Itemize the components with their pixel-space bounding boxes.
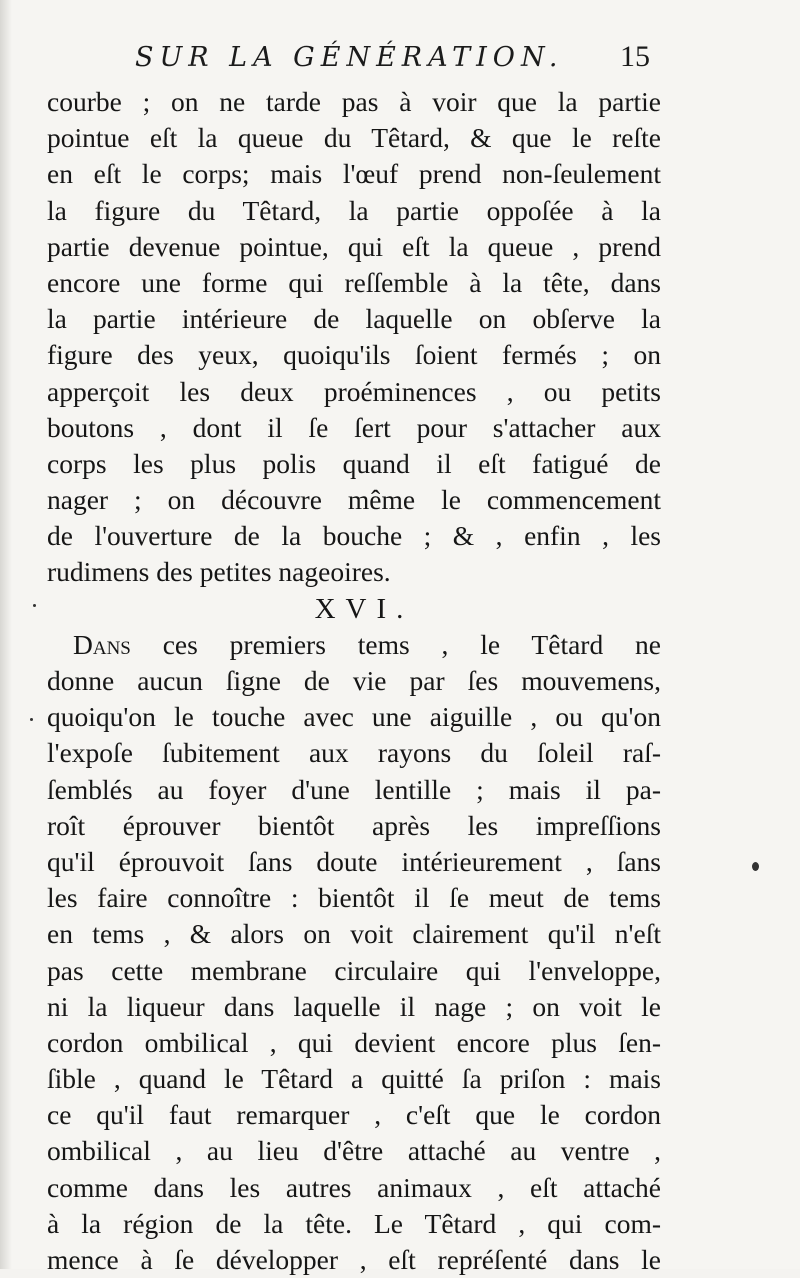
text-line: roît éprouver bientôt après les impreſſions <box>47 809 661 841</box>
ink-speck <box>33 604 36 607</box>
ink-speck <box>30 718 33 721</box>
page-number: 15 <box>620 40 650 73</box>
drop-word: Dans <box>73 628 131 660</box>
text-line: ombilical , au lieu d'être attaché au ventre , <box>47 1135 661 1167</box>
text-line: ſible , quand le Têtard a quitté ſa priſon : mais <box>47 1063 661 1095</box>
text-line: en eſt le corps; mais l'œuf prend non-ſeulement <box>47 158 661 190</box>
text-line: courbe ; on ne tarde pas à voir que la partie <box>47 86 661 117</box>
text-line: cordon ombilical , qui devient encore plus ſen- <box>47 1026 661 1058</box>
text-line: de l'ouverture de la bouche ; & , enfin , les <box>47 520 661 552</box>
text-line: pas cette membrane circulaire qui l'enveloppe, <box>47 954 661 986</box>
text-line: apperçoit les deux proéminences , ou petits <box>47 375 661 407</box>
text-line: nager ; on découvre même le commencement <box>47 484 661 516</box>
text-line: encore une forme qui reſſemble à la tête, dans <box>47 266 661 298</box>
text-line: l'expoſe ſubitement aux rayons du ſoleil raſ- <box>47 737 661 769</box>
text-line: quoiqu'on le touche avec une aiguille , ou qu'on <box>47 701 661 733</box>
text-line: partie devenue pointue, qui eſt la queue , prend <box>47 230 661 262</box>
text-line: figure des yeux, quoiqu'ils ſoient fermés ; on <box>47 339 661 371</box>
text-line: ſemblés au foyer d'une lentille ; mais il pa- <box>47 773 661 805</box>
page-gutter-shadow <box>0 0 12 1269</box>
text-line: donne aucun ſigne de vie par ſes mouvemens, <box>47 665 661 696</box>
page-header <box>0 38 800 88</box>
paragraph-first-line <box>47 627 661 663</box>
text-line: ce qu'il faut remarquer , c'eſt que le cordon <box>47 1099 661 1131</box>
text-line: en tems , & alors on voit clairement qu'il n'eſt <box>47 918 661 950</box>
running-title: SUR LA GÉNÉRATION. <box>135 42 564 73</box>
text-line: la partie intérieure de laquelle on obſerve la <box>47 303 661 335</box>
text-line: mence à ſe développer , eſt repréſenté dans le <box>47 1244 661 1275</box>
text-line: la figure du Têtard, la partie oppoſée à la <box>47 194 661 226</box>
text-line: boutons , dont il ſe ſert pour s'attacher aux <box>47 411 661 443</box>
text-line: les faire connoître : bientôt il ſe meut de tems <box>47 882 661 914</box>
text-line: à la région de la tête. Le Têtard , qui com- <box>47 1207 661 1239</box>
text-line: ni la liqueur dans laquelle il nage ; on voit le <box>47 990 661 1022</box>
body-text <box>47 84 661 1278</box>
text-line: corps les plus polis quand il eſt fatigué de <box>47 447 661 479</box>
text-line: comme dans les autres animaux , eſt attaché <box>47 1171 661 1203</box>
ink-speck <box>752 862 759 871</box>
text-line: rudimens des petites nageoires. <box>47 556 391 588</box>
text-line: qu'il éprouvoit ſans doute intérieurement , ſans <box>47 845 661 877</box>
section-heading: XVI. <box>314 592 414 625</box>
text-line: pointue eſt la queue du Têtard, & que le reſte <box>47 122 661 154</box>
first-line-rest: ces premiers tems , le Têtard ne <box>130 628 661 660</box>
